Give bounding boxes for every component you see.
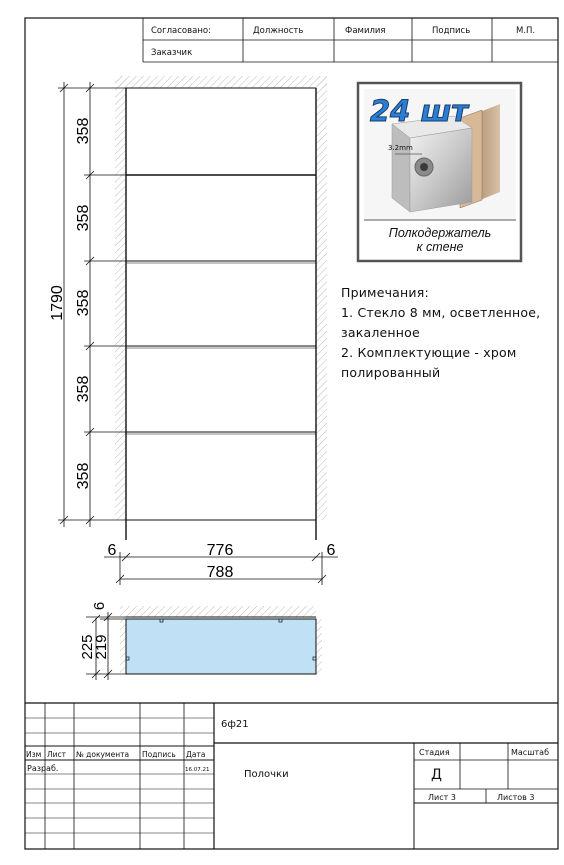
notes-title: Примечания: — [341, 285, 429, 300]
header-sheet: Лист — [47, 750, 67, 759]
developer-label: Разраб. — [27, 764, 59, 773]
plan-view — [120, 606, 322, 674]
front-view — [115, 76, 327, 540]
approval-col-signature: Подпись — [432, 26, 471, 36]
approval-customer: Заказчик — [151, 48, 193, 58]
approval-col-seal: М.П. — [516, 26, 536, 36]
header-change: Изм — [26, 750, 42, 759]
dim-depth-inner: 219 — [93, 634, 110, 660]
product-size-label: 3.2mm — [388, 144, 413, 152]
dim-top-gap: 6 — [91, 601, 108, 611]
stage-value: Д — [431, 767, 442, 783]
dim-shelf-4: 358 — [75, 375, 92, 403]
product-quantity: 24 шт — [370, 94, 469, 128]
product-caption-line1: Полкодержатель — [388, 226, 492, 240]
notes — [341, 283, 556, 383]
dim-gap-right: 6 — [326, 542, 336, 559]
notes-item-1: 1. Стекло 8 мм, осветленное, закаленное — [341, 305, 545, 340]
document-code: 6ф21 — [221, 719, 249, 730]
header-signature: Подпись — [142, 750, 176, 759]
stage-label: Стадия — [419, 748, 450, 757]
product-card — [358, 83, 521, 261]
header-document: № документа — [76, 750, 130, 759]
dim-depth-outer: 225 — [79, 634, 96, 660]
notes-item-2: 2. Комплектующие - хром полированный — [341, 345, 521, 380]
developer-date: 16.07.21 — [185, 767, 210, 773]
title-block — [25, 703, 558, 849]
dim-shelf-2: 358 — [75, 204, 92, 232]
sheets-total: Листов 3 — [497, 793, 535, 802]
dim-total-width: 788 — [206, 564, 234, 581]
dim-gap-left: 6 — [107, 542, 117, 559]
product-caption-line2: к стене — [416, 240, 464, 254]
dim-shelf-3: 358 — [75, 289, 92, 317]
dim-total-height: 1790 — [49, 285, 66, 321]
approval-block — [143, 18, 558, 62]
scale-label: Масштаб — [511, 748, 550, 757]
document-name: Полочки — [244, 769, 289, 780]
plan-shelf — [126, 619, 316, 674]
dim-shelf-1: 358 — [75, 117, 92, 145]
approval-agreed: Согласовано: — [151, 26, 211, 36]
sheet-number: Лист 3 — [428, 793, 456, 802]
dim-inner-width: 776 — [206, 542, 234, 559]
dim-shelf-5: 358 — [75, 462, 92, 490]
approval-col-position: Должность — [253, 26, 304, 36]
header-date: Дата — [186, 750, 206, 759]
approval-col-surname: Фамилия — [345, 26, 386, 36]
